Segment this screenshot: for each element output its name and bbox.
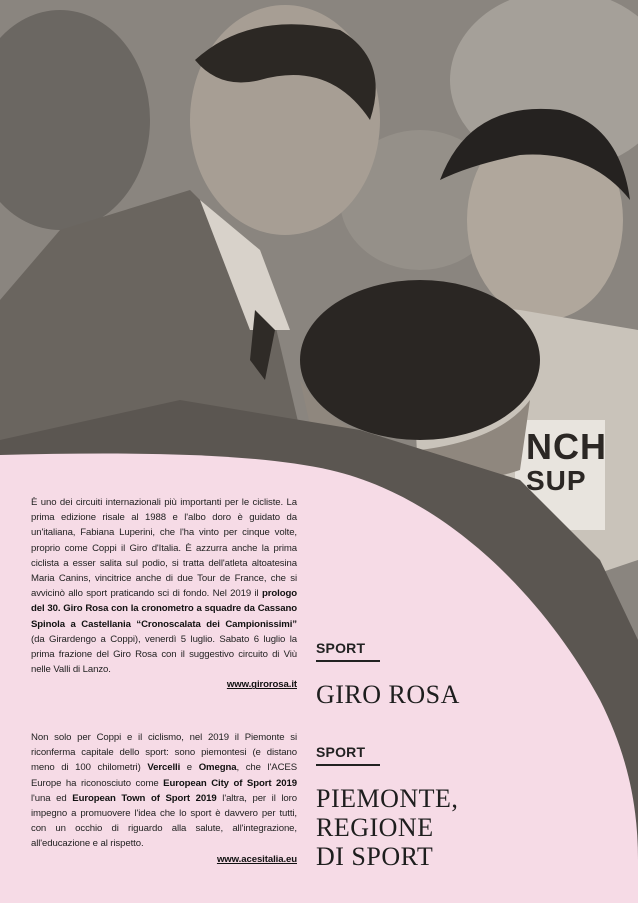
sport-label-1: SPORT xyxy=(316,640,366,656)
piemonte-text-e: l'altra, per il loro impegno a promuovere l'idea che lo sport è davvero per tutti, con un occhio di riguardo alla salute, all'integrazione, all'educazione e al rispetto. xyxy=(31,792,298,850)
sport-rule-1 xyxy=(316,660,380,662)
piemonte-text-d: l'una ed xyxy=(31,792,73,804)
giro-rosa-paragraph xyxy=(31,495,297,693)
piemonte-title xyxy=(316,784,458,871)
jersey-text-1: NCH xyxy=(526,426,607,467)
city-of-sport-bold: European City of Sport 2019 xyxy=(163,777,297,789)
giro-rosa-text-bold: prologo del 30. Giro Rosa con la cronometro a squadre da Cassano Spinola a Castellania “Cronoscalata dei Campionissimi” xyxy=(31,588,297,630)
piemonte-text-a: Non solo per Coppi e il ciclismo, nel 2019 il Piemonte si riconferma capitale dello sport: sono piemontesi (e distano meno di 100 chilometri) xyxy=(31,732,297,774)
piemonte-text-b: e xyxy=(180,762,199,774)
sport-rule-2 xyxy=(316,764,380,766)
omegna-bold: Omegna xyxy=(198,762,237,774)
piemonte-title-line-1: PIEMONTE, xyxy=(316,784,459,813)
piemonte-text-c: , che l'ACES Europe ha riconosciuto come xyxy=(31,762,298,789)
piemonte-title-line-3: DI SPORT xyxy=(316,842,434,871)
giro-rosa-text-a: È uno dei circuiti internazionali più importanti per le cicliste. La prima edizione risale al 1988 e l'albo doro è guidato da un'italiana, Fabiana Luperini, che l'ha vinto per cinque volte, proprio come Coppi il Giro d'Italia. È azzurra anche la prima ciclista a esser salita sul podio, si tratta dell'atleta altoatesina Maria Canins, vincitrice anche di due Tour de France, che si avvicinò allo sport praticando sci di fondo. Nel 2019 il xyxy=(31,497,297,600)
acesitalia-link[interactable]: www.acesitalia.eu xyxy=(216,853,297,865)
sport-label-2: SPORT xyxy=(316,744,366,760)
piemonte-title-line-2: REGIONE xyxy=(316,813,434,842)
jersey-text-2: SUP xyxy=(526,465,587,496)
giro-rosa-title: GIRO ROSA xyxy=(316,680,460,709)
girorosa-link[interactable]: www.girorosa.it xyxy=(226,679,297,691)
vercelli-bold: Vercelli xyxy=(147,762,181,774)
giro-rosa-text-c: (da Girardengo a Coppi), venerdì 5 luglio. Sabato 6 luglio la prima frazione del Giro Rosa con il suggestivo circuito di Viù nelle Valli di Lanzo. xyxy=(31,633,297,676)
town-of-sport-bold: European Town of Sport 2019 xyxy=(72,792,217,804)
piemonte-paragraph xyxy=(31,730,297,867)
